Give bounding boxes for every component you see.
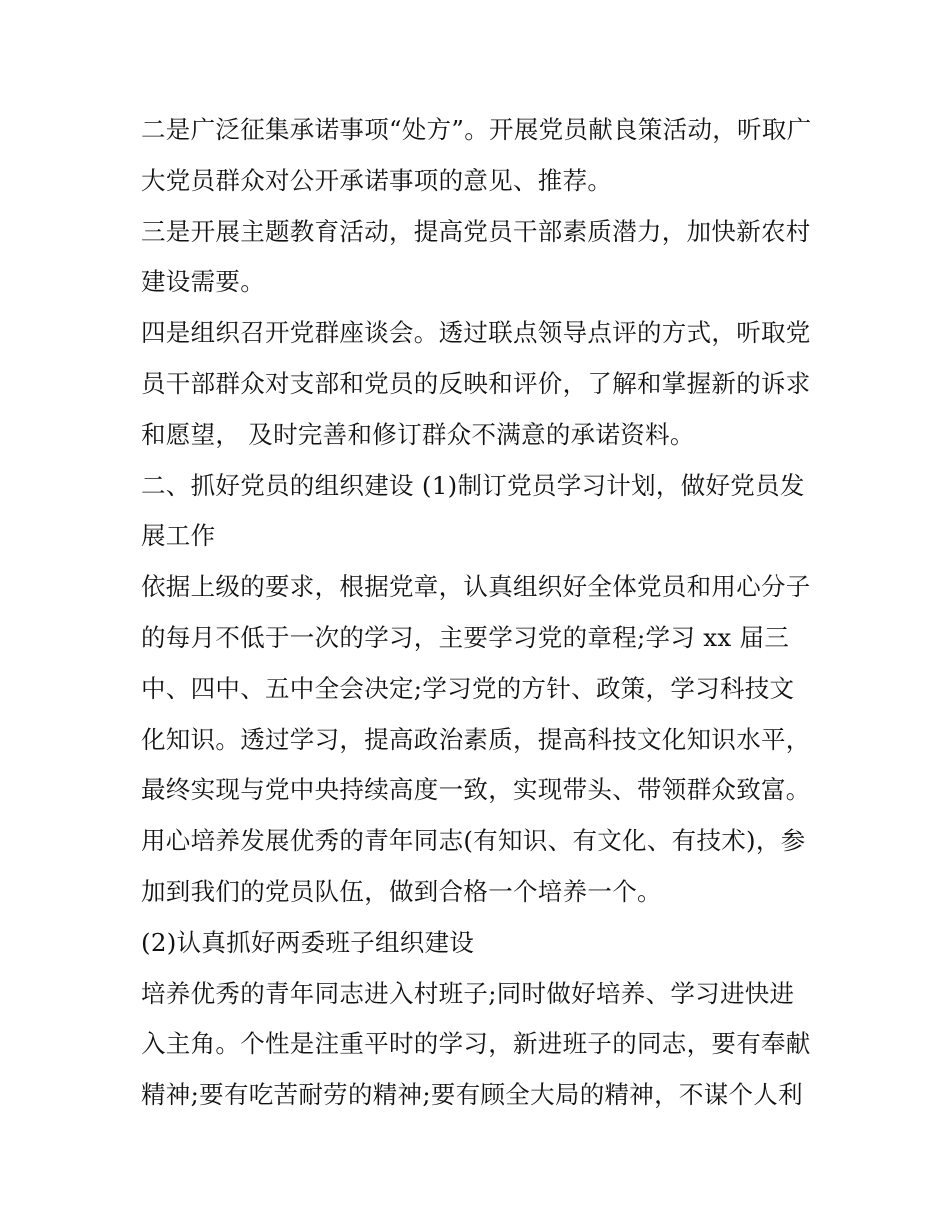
text-line: 二是广泛征集承诺事项“处方”。开展党员献良策活动，听取广: [141, 115, 812, 144]
document-body: [141, 105, 821, 1121]
text-line: 员干部群众对支部和党员的反映和评价，了解和掌握新的诉求: [141, 368, 811, 398]
text-line: 培养优秀的青年同志进入村班子;同时做好培养、学习进快进: [141, 978, 795, 1008]
section-heading: 二、抓好党员的组织建设 (1)制订党员学习计划，做好党员发: [141, 470, 805, 500]
text-line: 大党员群众对公开承诺事项的意见、推荐。: [141, 165, 613, 195]
text-line: 中、四中、五中全会决定;学习党的方针、政策，学习科技文: [141, 673, 795, 703]
section-heading: 展工作: [141, 521, 216, 551]
text-line: 的每月不低于一次的学习，主要学习党的章程;学习 xx 届三: [141, 622, 790, 652]
text-line: 精神;要有吃苦耐劳的精神;要有顾全大局的精神，不谋个人利: [141, 1080, 803, 1110]
text-line: 入主角。个性是注重平时的学习，新进班子的同志，要有奉献: [141, 1029, 811, 1059]
text-line: 加到我们的党员队伍，做到合格一个培养一个。: [141, 876, 662, 906]
text-line: 四是组织召开党群座谈会。透过联点领导点评的方式，听取党: [141, 318, 811, 348]
text-line: 三是开展主题教育活动，提高党员干部素质潜力，加快新农村: [141, 216, 811, 246]
subsection-heading: (2)认真抓好两委班子组织建设: [141, 927, 475, 957]
text-line: 建设需要。: [141, 267, 265, 297]
text-line: 化知识。透过学习，提高政治素质，提高科技文化知识水平，: [141, 724, 811, 754]
text-line: 用心培养发展优秀的青年同志(有知识、有文化、有技术)，参: [141, 826, 806, 856]
text-line: 最终实现与党中央持续高度一致，实现带头、带领群众致富。: [141, 775, 811, 805]
text-line: 依据上级的要求，根据党章，认真组织好全体党员和用心分子: [141, 572, 811, 602]
text-line: 和愿望， 及时完善和修订群众不满意的承诺资料。: [141, 419, 695, 449]
